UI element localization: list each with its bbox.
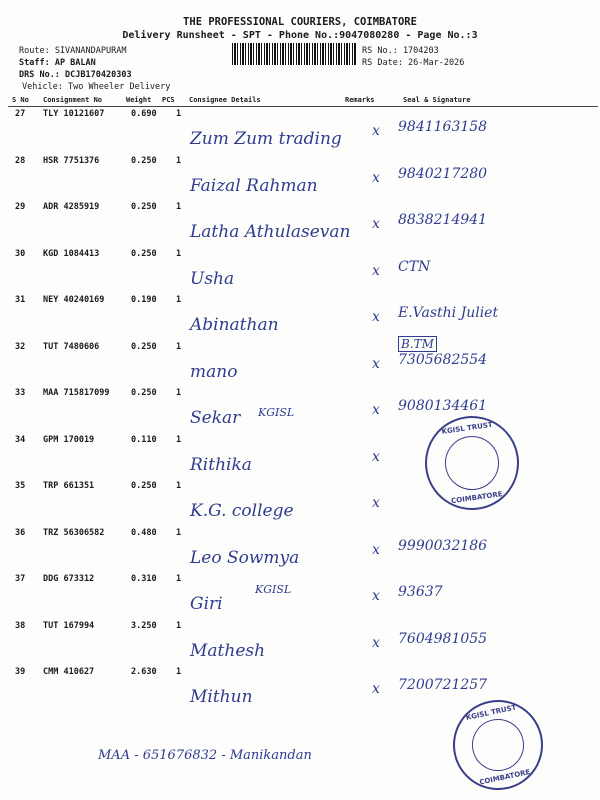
row-consignee-handwritten: Zum Zum trading: [190, 129, 342, 149]
kgisl-note-1: KGISL: [258, 406, 295, 419]
row-pcs: 1: [176, 295, 182, 305]
row-weight: 0.110: [131, 434, 157, 445]
route-label: Route: SIVANANDAPURAM: [19, 46, 127, 56]
row-consignment-no: CMM 410627: [43, 667, 95, 677]
row-signature-handwritten: 9840217280: [398, 165, 488, 182]
row-remark-mark: x: [372, 309, 380, 325]
row-remark-mark: x: [372, 355, 380, 372]
row-consignment-no: TLY 10121607: [43, 109, 105, 119]
row-pcs: 1: [176, 667, 182, 677]
col-sno: S No: [12, 96, 29, 104]
row-weight: 0.250: [131, 388, 157, 398]
stamp-2-top: KGISL TRUST: [465, 703, 518, 722]
row-sno: 38: [15, 620, 26, 631]
row-consignee-handwritten: Latha Athulasevan: [190, 222, 351, 242]
barcode: [232, 43, 357, 65]
row-sno: 30: [15, 248, 26, 259]
row-consignment-no: GPM 170019: [43, 434, 95, 445]
row-weight: 0.250: [131, 481, 157, 491]
row-weight: 0.250: [131, 155, 157, 166]
row-pcs: 1: [176, 434, 182, 445]
row-consignee-handwritten: K.G. college: [190, 501, 294, 521]
row-remark-mark: x: [372, 681, 380, 697]
row-signature-handwritten: 93637: [398, 584, 443, 600]
row-remark-mark: x: [372, 262, 380, 279]
row-signature-handwritten: 9990032186: [398, 537, 488, 554]
row-signature-handwritten: E.Vasthi Juliet: [398, 305, 499, 321]
col-remarks: Remarks: [345, 96, 375, 104]
row-remark-mark: x: [372, 588, 380, 604]
row-signature-handwritten: CTN: [398, 258, 431, 275]
row-consignment-no: TRZ 56306582: [43, 527, 105, 538]
row-signature-handwritten: 7305682554: [398, 351, 488, 368]
col-weight: Weight: [126, 96, 152, 104]
row-consignment-no: ADR 4285919: [43, 202, 100, 212]
kgisl-note-2: KGISL: [255, 583, 292, 596]
row-weight: 0.690: [131, 109, 157, 119]
row-sno: 39: [15, 667, 26, 677]
kgisl-trust-stamp-1: [419, 410, 525, 516]
row-remark-mark: x: [372, 448, 380, 465]
row-consignment-no: KGD 1084413: [43, 248, 100, 259]
row-remark-mark: x: [372, 541, 380, 558]
row-consignment-no: MAA 715817099: [43, 388, 110, 398]
row-sno: 29: [15, 202, 26, 212]
row-weight: 0.190: [131, 295, 157, 305]
row-remark-mark: x: [372, 169, 380, 186]
row-sno: 34: [15, 434, 26, 445]
row-consignee-handwritten: Giri: [190, 594, 223, 614]
row-sno: 27: [15, 109, 26, 119]
row-weight: 3.250: [131, 620, 157, 631]
row-consignee-handwritten: mano: [190, 361, 238, 382]
company-title: THE PROFESSIONAL COURIERS, COIMBATORE: [183, 16, 417, 28]
row-pcs: 1: [176, 341, 182, 352]
row-pcs: 1: [176, 527, 182, 538]
row-consignee-handwritten: Rithika: [190, 454, 252, 475]
stamp-1-top: KGISL TRUST: [441, 420, 494, 436]
row-consignee-handwritten: Leo Sowmya: [190, 547, 300, 568]
row-sno: 36: [15, 527, 26, 538]
btm-note: B.TM: [398, 336, 437, 352]
runsheet-subtitle: Delivery Runsheet - SPT - Phone No.:9047080280 - Page No.:3: [122, 30, 478, 41]
col-consignment: Consignment No: [43, 96, 103, 104]
row-sno: 28: [15, 155, 26, 166]
stamp-2-inner-ring: [467, 714, 529, 776]
row-sno: 37: [15, 574, 26, 584]
row-consignment-no: DDG 673312: [43, 574, 95, 584]
row-pcs: 1: [176, 620, 182, 631]
stamp-1-inner-ring: [441, 432, 502, 493]
col-seal-signature: Seal & Signature: [403, 96, 471, 104]
row-pcs: 1: [176, 155, 182, 166]
row-weight: 0.250: [131, 202, 157, 212]
row-consignee-handwritten: Abinathan: [190, 315, 279, 335]
stamp-2-bottom: COIMBATORE: [478, 767, 532, 787]
row-weight: 0.480: [131, 527, 157, 538]
row-pcs: 1: [176, 202, 182, 212]
row-sno: 32: [15, 341, 26, 352]
row-pcs: 1: [176, 481, 182, 491]
row-consignee-handwritten: Sekar: [190, 408, 241, 428]
row-consignee-handwritten: Mithun: [190, 687, 253, 707]
row-signature-handwritten: 8838214941: [398, 212, 488, 228]
row-signature-handwritten: 7200721257: [398, 677, 488, 693]
row-remark-mark: x: [372, 216, 380, 232]
row-pcs: 1: [176, 248, 182, 259]
row-pcs: 1: [176, 574, 182, 584]
row-weight: 0.310: [131, 574, 157, 584]
col-pcs: PCS: [162, 96, 175, 104]
rs-date: RS Date: 26-Mar-2026: [362, 58, 465, 68]
footer-handwritten-note: MAA - 651676832 - Manikandan: [98, 748, 312, 763]
row-consignment-no: NEY 40240169: [43, 295, 105, 305]
rs-number: RS No.: 1704203: [362, 46, 439, 56]
row-weight: 0.250: [131, 248, 157, 259]
row-remark-mark: x: [372, 634, 380, 651]
row-remark-mark: x: [372, 495, 380, 511]
row-signature-handwritten: 7604981055: [398, 630, 488, 647]
row-remark-mark: x: [372, 123, 380, 139]
row-pcs: 1: [176, 109, 182, 119]
row-weight: 2.630: [131, 667, 157, 677]
row-consignment-no: TUT 7480606: [43, 341, 100, 352]
stamp-1-bottom: COIMBATORE: [450, 490, 504, 506]
drs-label: DRS No.: DCJB170420303: [19, 70, 132, 80]
row-consignment-no: HSR 7751376: [43, 155, 100, 166]
row-consignment-no: TRP 661351: [43, 481, 95, 491]
row-consignment-no: TUT 167994: [43, 620, 95, 631]
row-sno: 31: [15, 295, 26, 305]
row-remark-mark: x: [372, 402, 380, 418]
header-rule: [8, 106, 598, 107]
staff-label: Staff: AP BALAN: [19, 58, 96, 68]
row-weight: 0.250: [131, 341, 157, 352]
vehicle-label: Vehicle: Two Wheeler Delivery: [22, 82, 171, 92]
row-consignee-handwritten: Usha: [190, 268, 235, 289]
kgisl-trust-stamp-2: [445, 692, 552, 799]
col-consignee: Consignee Details: [189, 96, 261, 104]
row-consignee-handwritten: Mathesh: [190, 640, 266, 661]
row-sno: 35: [15, 481, 26, 491]
row-signature-handwritten: 9841163158: [398, 119, 488, 135]
row-pcs: 1: [176, 388, 182, 398]
row-sno: 33: [15, 388, 26, 398]
row-signature-handwritten: 9080134461: [398, 398, 488, 414]
row-consignee-handwritten: Faizal Rahman: [190, 175, 318, 196]
